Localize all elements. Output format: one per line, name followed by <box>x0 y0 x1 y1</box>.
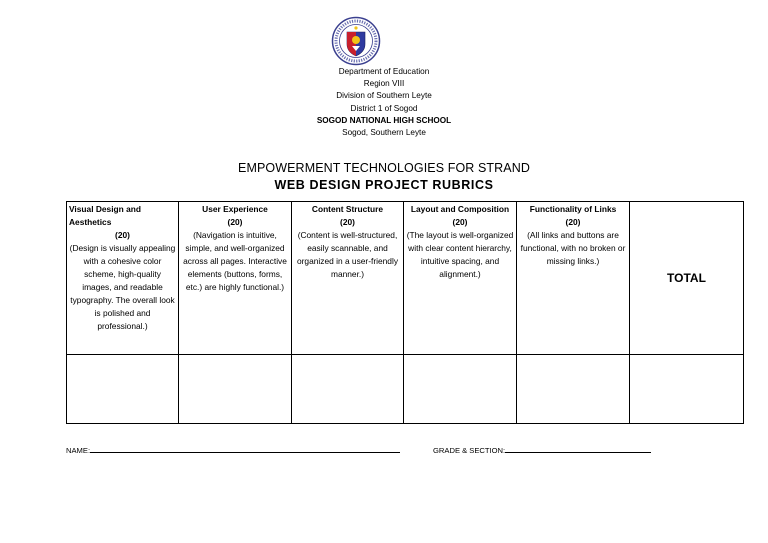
criterion-name: User Experience <box>202 204 268 214</box>
criterion-points: (20) <box>452 217 468 227</box>
name-label: NAME: <box>66 446 91 455</box>
header-line-address: Sogod, Southern Leyte <box>342 128 426 138</box>
criterion-cell-functionality-links <box>517 202 630 355</box>
score-cell-total[interactable] <box>630 355 744 424</box>
score-cell-layout-composition[interactable] <box>404 355 517 424</box>
criterion-name: Content Structure <box>311 204 384 214</box>
header-line-school-name: SOGOD NATIONAL HIGH SCHOOL <box>316 115 452 125</box>
criterion-name: Functionality of Links <box>529 204 617 214</box>
criterion-description: (All links and buttons are functional, with no broken or missing links.) <box>520 230 626 266</box>
name-blank-line[interactable] <box>90 444 400 453</box>
score-cell-visual-design[interactable] <box>67 355 179 424</box>
score-cell-content-structure[interactable] <box>292 355 404 424</box>
criterion-cell-layout-composition <box>404 202 517 355</box>
page-subtitle: WEB DESIGN PROJECT RUBRICS <box>274 178 494 192</box>
criterion-name: Layout and Composition <box>410 204 510 214</box>
criterion-cell-visual-design <box>67 202 179 355</box>
criterion-name: Visual Design and Aesthetics <box>69 204 141 227</box>
criterion-description: (Design is visually appealing with a cohesive color scheme, high-quality images, and readable typography. The overall look is polished and professional.) <box>69 243 176 331</box>
criterion-description: (The layout is well-organized with clear content hierarchy, intuitive spacing, and alignment.) <box>406 230 514 279</box>
rubric-header-row <box>67 202 744 355</box>
criterion-cell-content-structure <box>292 202 404 355</box>
rubric-table <box>66 201 744 424</box>
school-header <box>0 66 768 139</box>
criterion-points: (20) <box>227 217 243 227</box>
score-cell-functionality-links[interactable] <box>517 355 630 424</box>
criterion-points: (20) <box>115 230 130 240</box>
name-field[interactable] <box>66 444 400 456</box>
criterion-points: (20) <box>340 217 355 227</box>
criterion-points: (20) <box>565 217 581 227</box>
header-line-district: District 1 of Sogod <box>350 103 418 113</box>
header-line-region: Region VIII <box>363 79 405 89</box>
header-line-department: Department of Education <box>338 67 430 76</box>
grade-section-blank-line[interactable] <box>505 444 651 453</box>
score-cell-user-experience[interactable] <box>179 355 292 424</box>
deped-seal-icon <box>331 16 381 66</box>
criterion-description: (Navigation is intuitive, simple, and well-organized across all pages. Interactive elements (buttons, forms, etc.) are highly functional.) <box>183 230 287 292</box>
grade-section-field[interactable] <box>433 444 651 456</box>
page-title: EMPOWERMENT TECHNOLOGIES FOR STRAND <box>238 161 530 175</box>
score-row <box>67 355 744 424</box>
total-header-cell: TOTAL <box>630 202 744 355</box>
criterion-cell-user-experience <box>179 202 292 355</box>
grade-section-label: GRADE & SECTION: <box>433 446 506 455</box>
header-line-division: Division of Southern Leyte <box>336 91 432 101</box>
criterion-description: (Content is well-structured, easily scannable, and organized in a user-friendly manner.) <box>296 230 399 279</box>
